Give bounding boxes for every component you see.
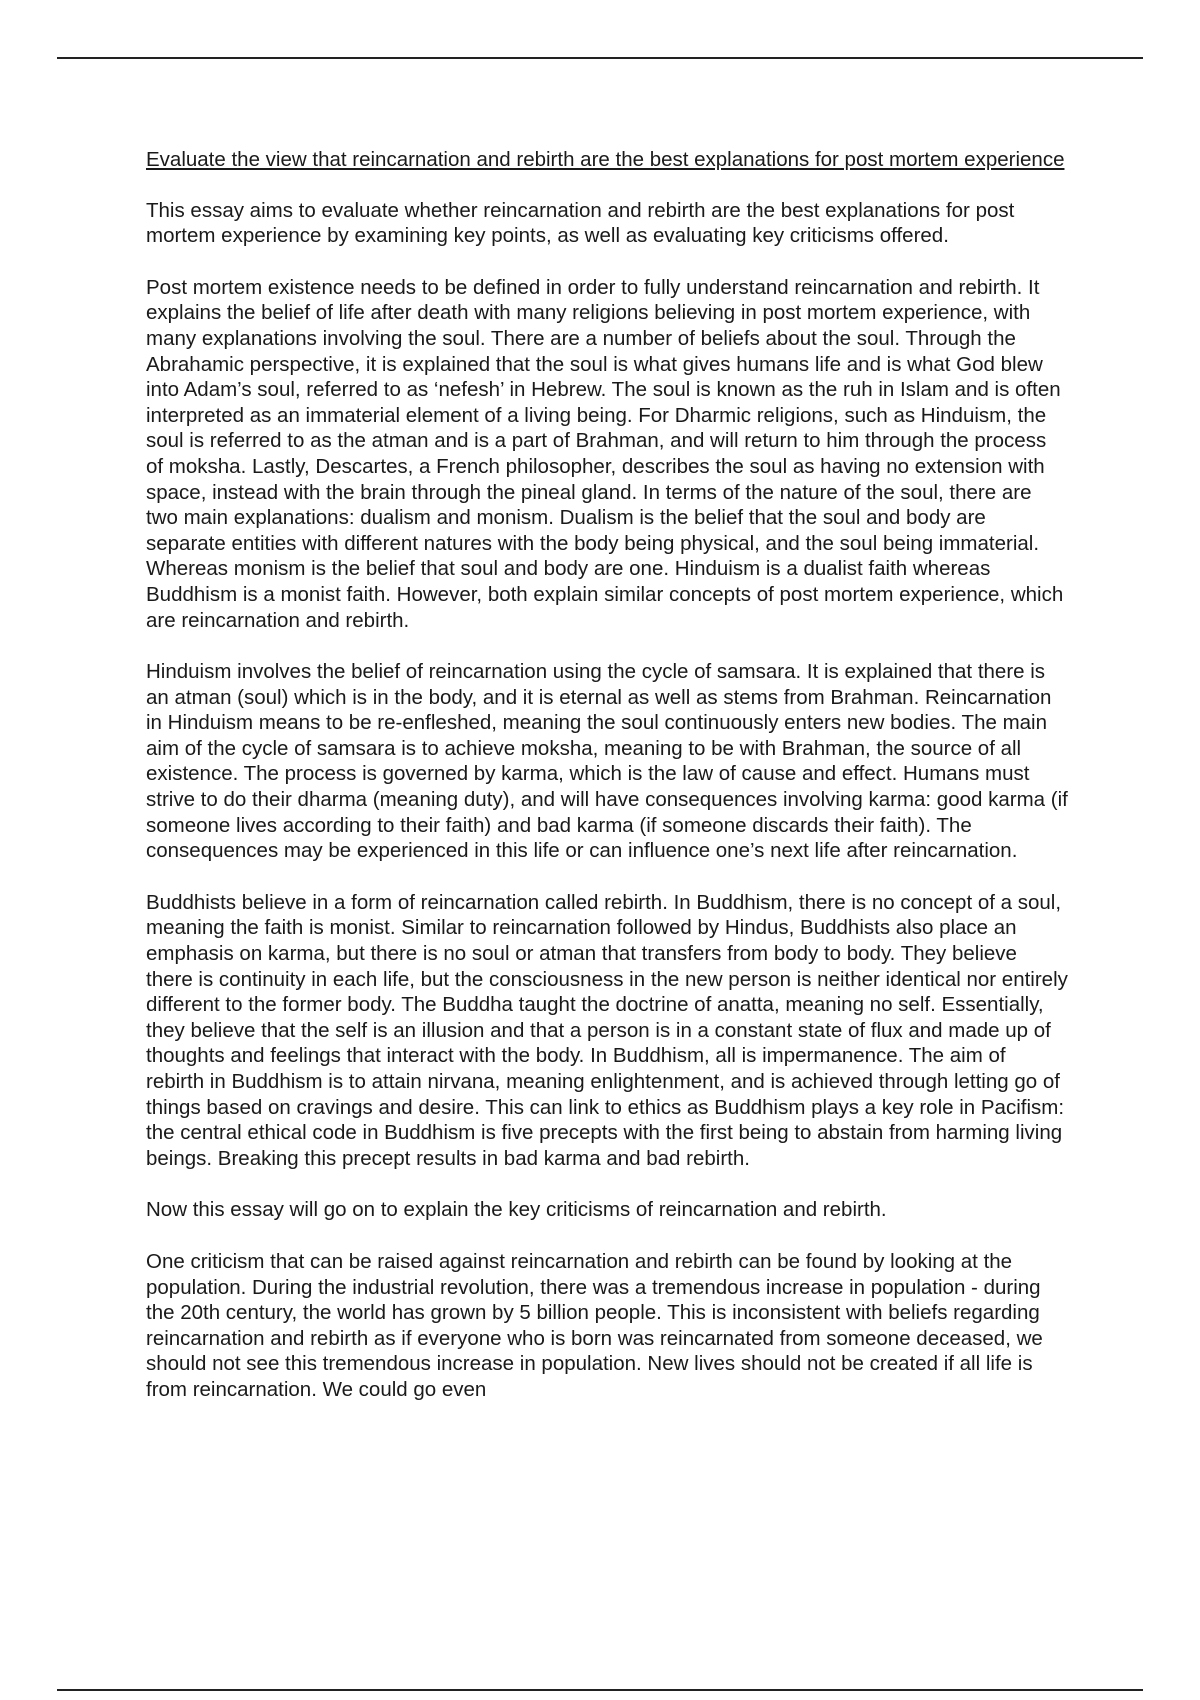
paragraph-post-mortem-definition: Post mortem existence needs to be defined in order to fully understand reincarnation and rebirth. It explains the belief of life after death with many religions believing in post mortem experience, with many explanations involving the soul. There are a number of beliefs about the soul. Through the Abrahamic perspective, it is explained that the soul is what gives humans life and is what God blew into Adam’s soul, referred to as ‘nefesh’ in Hebrew. The soul is known as the ruh in Islam and is often interpreted as an immaterial element of a living being. For Dharmic religions, such as Hinduism, the soul is referred to as the atman and is a part of Brahman, and will return to him through the process of moksha. Lastly, Descartes, a French philosopher, describes the soul as having no extension with space, instead with the brain through the pineal gland. In terms of the nature of the soul, there are two main explanations: dualism and monism. Dualism is the belief that the soul and body are separate entities with different natures with the body being physical, and the soul being immaterial. Whereas monism is the belief that soul and body are one. Hinduism is a dualist faith whereas Buddhism is a monist faith. However, both explain similar concepts of post mortem experience, which are reincarnation and rebirth. [146,275,1064,632]
paragraph-introduction: This essay aims to evaluate whether reincarnation and rebirth are the best explanations for post mortem experience by examining key points, as well as evaluating key criticisms offered. [146,198,1015,248]
header-rule [57,57,1143,59]
paragraph-transition: Now this essay will go on to explain the key criticisms of reincarnation and rebirth. [146,1198,887,1222]
essay-title: Evaluate the view that reincarnation and rebirth are the best explanations for post mortem experience [146,148,1065,171]
footer-rule [57,1689,1143,1691]
paragraph-buddhism: Buddhists believe in a form of reincarnation called rebirth. In Buddhism, there is no concept of a soul, meaning the faith is monist. Similar to reincarnation followed by Hindus, Buddhists also place an emphasis on karma, but there is no soul or atman that transfers from body to body. They believe there is continuity in each life, but the consciousness in the new person is neither identical nor entirely different to the former body. The Buddha taught the doctrine of anatta, meaning no self. Essentially, they believe that the self is an illusion and that a person is in a constant state of flux and made up of thoughts and feelings that interact with the body. In Buddhism, all is impermanence. The aim of rebirth in Buddhism is to attain nirvana, meaning enlightenment, and is achieved through letting go of things based on cravings and desire. This can link to ethics as Buddhism plays a key role in Pacifism: the central ethical code in Buddhism is five precepts with the first being to abstain from harming living beings. Breaking this precept results in bad karma and bad rebirth. [146,890,1068,1170]
paragraph-hinduism: Hinduism involves the belief of reincarnation using the cycle of samsara. It is explained that there is an atman (soul) which is in the body, and it is eternal as well as stems from Brahman. Reincarnation in Hinduism means to be re-enfleshed, meaning the soul continuously enters new bodies. The main aim of the cycle of samsara is to achieve moksha, meaning to be with Brahman, the source of all existence. The process is governed by karma, which is the law of cause and effect. Humans must strive to do their dharma (meaning duty), and will have consequences involving karma: good karma (if someone lives according to their faith) and bad karma (if someone discards their faith). The consequences may be experienced in this life or can influence one’s next life after reincarnation. [146,660,1068,863]
document-page [146,147,1068,1429]
paragraph-criticism-population: One criticism that can be raised against reincarnation and rebirth can be found by looking at the population. During the industrial revolution, there was a tremendous increase in population - during the 20th century, the world has grown by 5 billion people. This is inconsistent with beliefs regarding reincarnation and rebirth as if everyone who is born was reincarnated from someone deceased, we should not see this tremendous increase in population. New lives should not be created if all life is from reincarnation. We could go even [146,1249,1043,1401]
